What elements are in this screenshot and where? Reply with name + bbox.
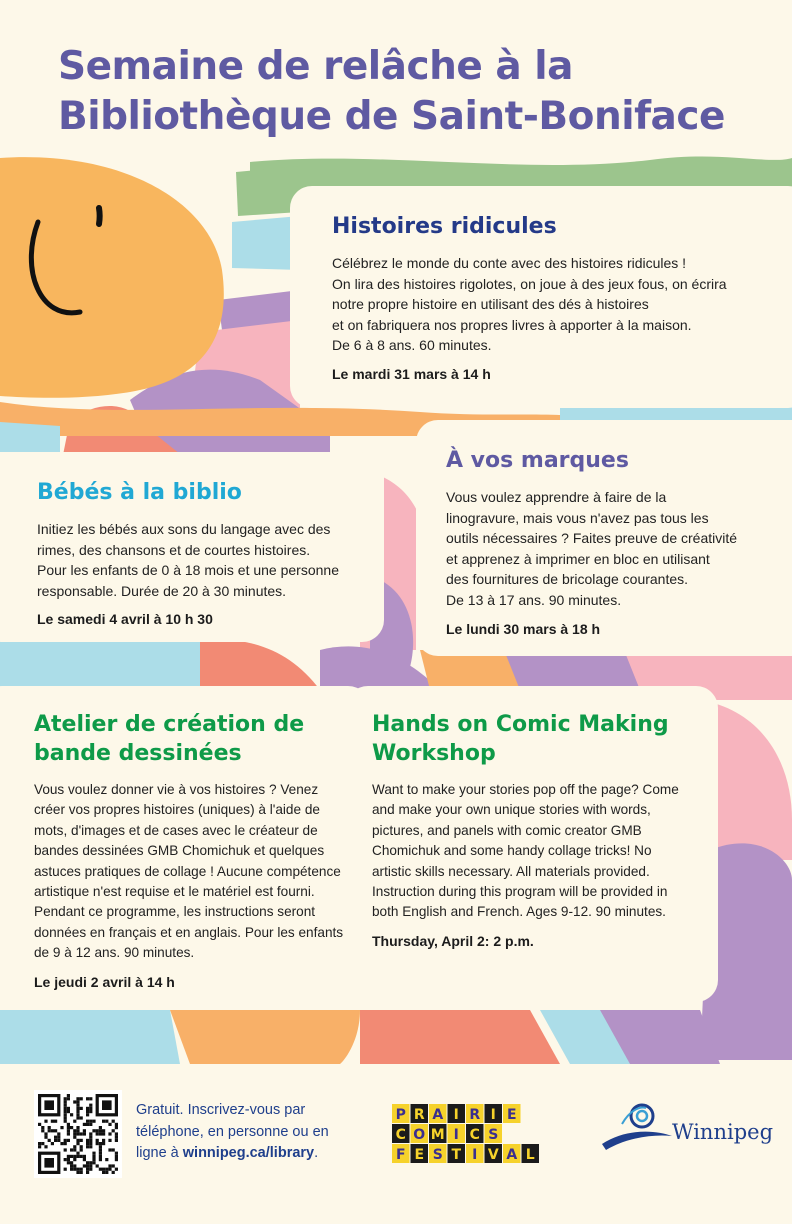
title-line-2: Bibliothèque de Saint-Boniface — [58, 94, 725, 139]
bottom-blue — [0, 1010, 180, 1064]
festival-letter: V — [487, 1147, 499, 1163]
event-description: Initiez les bébés aux sons du langage avec des rimes, des chansons et de courtes histoires. Pour les enfants de 0 à 18 mois et une personne responsable. Durée de 20 à 30 minutes. — [37, 521, 339, 599]
festival-letter: A — [506, 1147, 518, 1163]
coral-band-mid — [200, 639, 320, 690]
event-title: Histoires ridicules — [332, 214, 557, 239]
festival-letter: I — [453, 1127, 459, 1143]
festival-letter: T — [451, 1147, 462, 1163]
festival-letter: I — [472, 1147, 478, 1163]
festival-letter: F — [395, 1147, 406, 1163]
winnipeg-wordmark: Winnipeg — [672, 1120, 774, 1144]
festival-letter: E — [414, 1147, 425, 1163]
registration-line-3: ligne à winnipeg.ca/library. — [136, 1145, 319, 1161]
registration-line-2: téléphone, en personne ou en — [136, 1123, 329, 1140]
registration-info — [136, 1100, 376, 1165]
festival-letter: P — [395, 1107, 406, 1123]
event-title: Hands on Comic Making Workshop — [372, 712, 669, 766]
event-date: Le lundi 30 mars à 18 h — [446, 620, 601, 637]
festival-letter: E — [506, 1107, 517, 1123]
winnipeg-logo-icon — [596, 1100, 676, 1156]
footer — [0, 1070, 792, 1224]
festival-letter: C — [395, 1127, 406, 1143]
event-date: Le mardi 31 mars à 14 h — [332, 365, 491, 382]
event-title: Bébés à la biblio — [37, 480, 242, 505]
title-line-1: Semaine de relâche à la — [58, 44, 573, 89]
qr-code-icon[interactable] — [34, 1090, 122, 1178]
sun-eye — [99, 208, 100, 224]
festival-letter: L — [525, 1147, 535, 1163]
prairie-comics-festival-logo — [392, 1104, 556, 1166]
festival-letter: S — [488, 1127, 499, 1143]
festival-letter: R — [413, 1107, 425, 1123]
event-card-marques — [416, 420, 792, 656]
event-description: Vous voulez apprendre à faire de la linogravure, mais vous n'avez pas tous les outils nécessaires ? Faites preuve de créativité et apprenez à imprimer en bloc en utilisant des fournitures de bricolage courantes. De 13 à 17 ans. 90 minutes. — [446, 489, 738, 608]
event-description: Want to make your stories pop off the page? Come and make your own unique stories with words, pictures, and panels with comic creator GMB Chomichuk and some handy collage tricks! No artistic skills necessary. All materials provided. Instruction during this program will be provided in both English and French. Ages 9-12. 90 minutes. — [372, 782, 679, 920]
event-title: Atelier de création de bande dessinées — [34, 712, 305, 766]
festival-letter: M — [430, 1127, 445, 1143]
festival-letter: O — [413, 1127, 426, 1143]
festival-letter: C — [469, 1127, 480, 1143]
pink-left-band — [0, 640, 210, 690]
event-date: Le jeudi 2 avril à 14 h — [34, 973, 175, 990]
event-description: Célébrez le monde du conte avec des histoires ridicules ! On lira des histoires rigolotes, on joue à des jeux fous, on écrira notre propre histoire en utilisant des dés à histoires et on fabriquera nos propres livres à apporter à la maison. De 6 à 8 ans. 60 minutes. — [332, 255, 727, 354]
library-link[interactable]: winnipeg.ca/library — [182, 1145, 315, 1161]
event-title: À vos marques — [446, 448, 629, 473]
page-title — [58, 42, 778, 142]
event-date: Le samedi 4 avril à 10 h 30 — [37, 611, 213, 628]
festival-letter: R — [469, 1107, 481, 1123]
festival-letter: S — [432, 1147, 443, 1163]
event-card-comic-workshop — [346, 686, 718, 1002]
blue-stripe-left — [0, 422, 60, 452]
festival-letter: I — [490, 1107, 496, 1123]
event-card-histoires — [290, 186, 792, 408]
festival-letter: I — [453, 1107, 459, 1123]
event-card-bebes — [0, 452, 384, 642]
event-date: Thursday, April 2: 2 p.m. — [372, 932, 534, 949]
event-description: Vous voulez donner vie à vos histoires ? Venez créer vos propres histoires (uniques) à l'aide de mots, d'images et de cases avec le créateur de bandes dessinées GMB Chomichuk et quelques astuces pratiques de collage ! Aucune compétence artistique n'est requise et le matériel est fourni. Pendant ce programme, les instructions seront données en français et en anglais. Pour les enfants de 9 à 12 ans. 90 minutes. — [34, 782, 344, 961]
event-card-bande-dessinee — [0, 686, 370, 1002]
festival-letter: A — [432, 1107, 444, 1123]
bottom-orange — [170, 1010, 360, 1064]
registration-line-1: Gratuit. Inscrivez-vous par — [136, 1102, 306, 1118]
bottom-coral — [360, 1010, 560, 1064]
